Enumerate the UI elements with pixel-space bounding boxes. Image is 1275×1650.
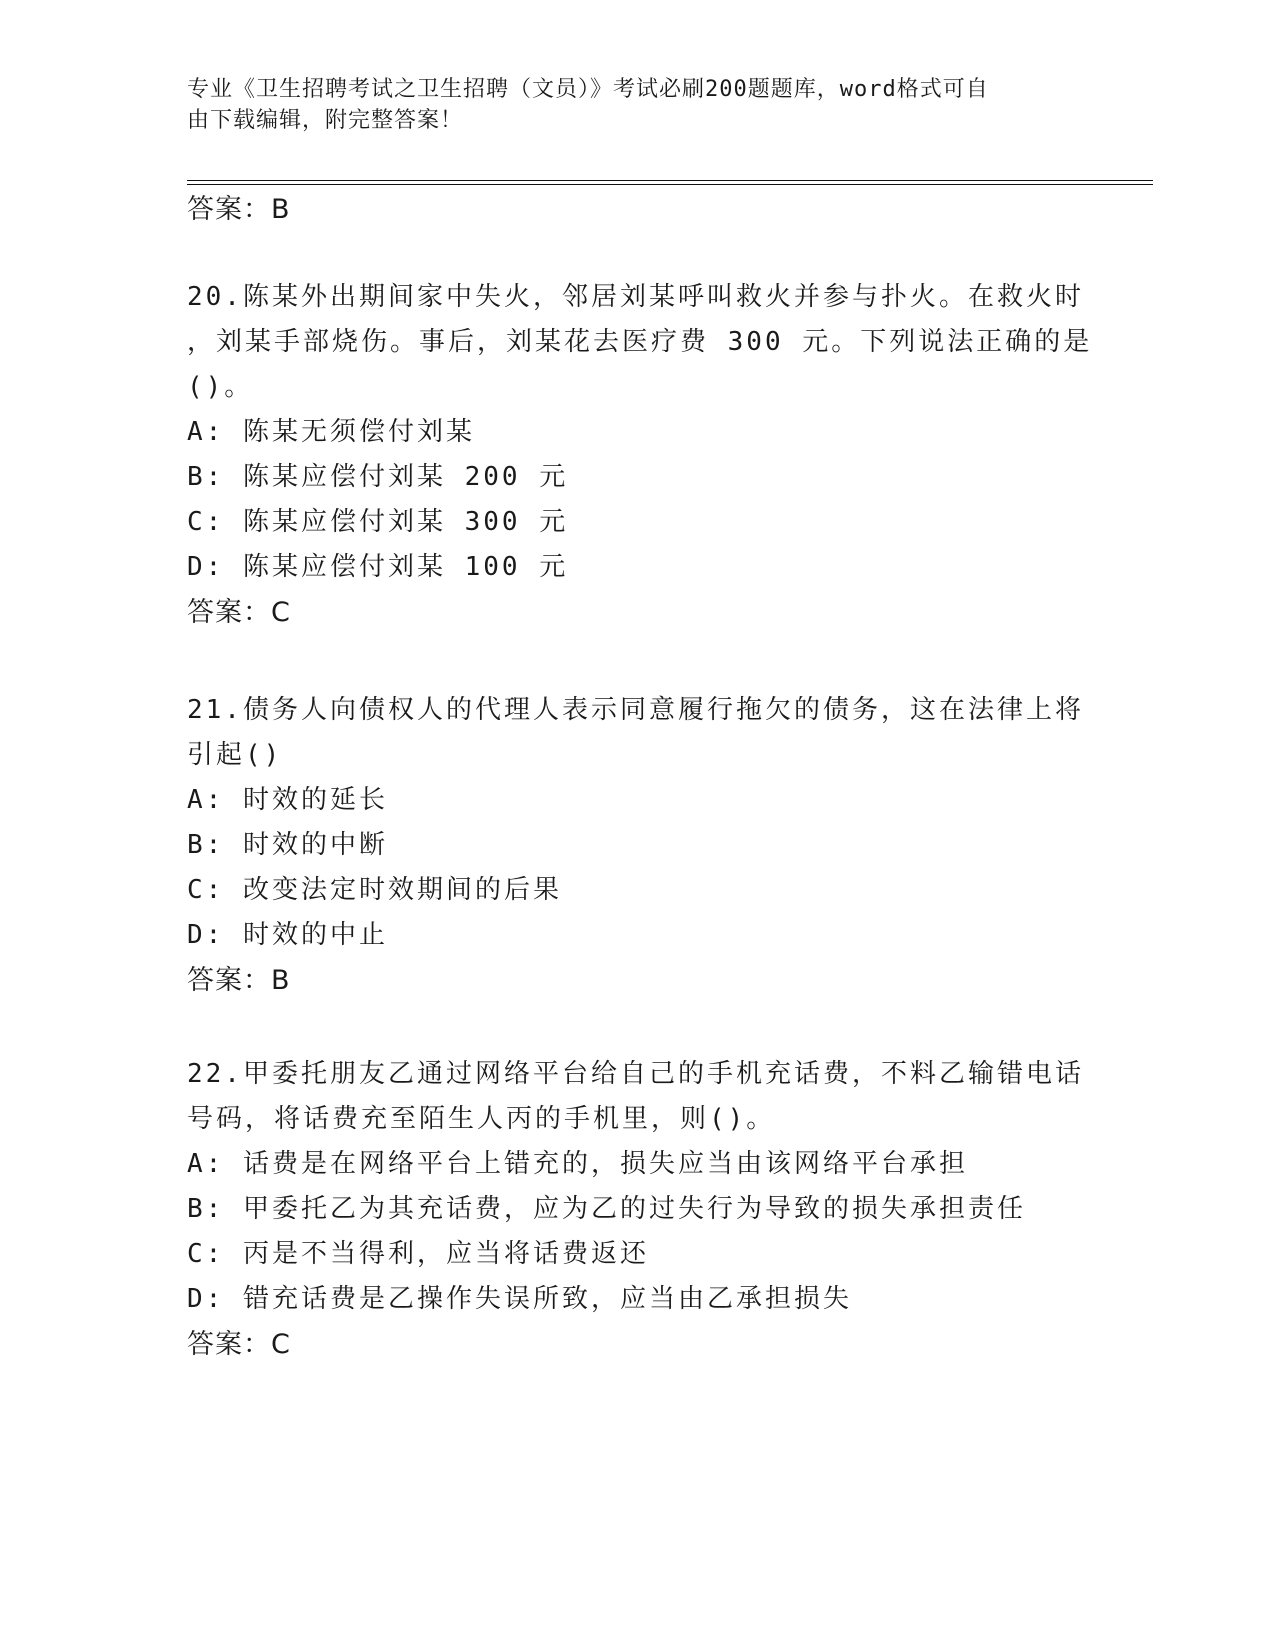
option-c: C: 改变法定时效期间的后果 bbox=[187, 875, 562, 905]
answer-label: 答案：C bbox=[187, 1329, 291, 1360]
question-stem-line: 引起() bbox=[187, 740, 283, 770]
option-a: A: 陈某无须偿付刘某 bbox=[187, 417, 475, 447]
question-stem-line: 21.债务人向债权人的代理人表示同意履行拖欠的债务，这在法律上将 bbox=[187, 695, 1084, 725]
question-21 bbox=[187, 688, 1087, 1003]
previous-answer-block bbox=[187, 187, 1087, 232]
header-divider-bottom bbox=[187, 184, 1153, 185]
option-a: A: 时效的延长 bbox=[187, 785, 388, 815]
option-d: D: 错充话费是乙操作失误所致，应当由乙承担损失 bbox=[187, 1284, 852, 1314]
answer-label: 答案：C bbox=[187, 597, 291, 628]
question-stem-line: ()。 bbox=[187, 372, 254, 402]
header-divider-top bbox=[187, 180, 1153, 181]
answer-label: 答案：B bbox=[187, 194, 291, 225]
option-a: A: 话费是在网络平台上错充的，损失应当由该网络平台承担 bbox=[187, 1149, 968, 1179]
option-c: C: 陈某应偿付刘某 300 元 bbox=[187, 507, 569, 537]
answer-label: 答案：B bbox=[187, 965, 291, 996]
header-line-1: 专业《卫生招聘考试之卫生招聘（文员）》考试必刷200题题库，word格式可自 bbox=[187, 77, 989, 102]
option-b: B: 甲委托乙为其充话费，应为乙的过失行为导致的损失承担责任 bbox=[187, 1194, 1026, 1224]
question-20 bbox=[187, 275, 1093, 635]
question-stem-line: ，刘某手部烧伤。事后，刘某花去医疗费 300 元。下列说法正确的是 bbox=[187, 327, 1093, 357]
option-b: B: 时效的中断 bbox=[187, 830, 388, 860]
question-stem-line: 20.陈某外出期间家中失火，邻居刘某呼叫救火并参与扑火。在救火时 bbox=[187, 282, 1084, 312]
question-stem-line: 号码，将话费充至陌生人丙的手机里，则()。 bbox=[187, 1104, 776, 1134]
question-22 bbox=[187, 1052, 1087, 1367]
document-header bbox=[187, 74, 1067, 136]
option-b: B: 陈某应偿付刘某 200 元 bbox=[187, 462, 569, 492]
header-line-2: 由下载编辑，附完整答案！ bbox=[187, 108, 464, 133]
question-stem-line: 22.甲委托朋友乙通过网络平台给自己的手机充话费，不料乙输错电话 bbox=[187, 1059, 1084, 1089]
option-c: C: 丙是不当得利，应当将话费返还 bbox=[187, 1239, 649, 1269]
option-d: D: 时效的中止 bbox=[187, 920, 388, 950]
option-d: D: 陈某应偿付刘某 100 元 bbox=[187, 552, 569, 582]
